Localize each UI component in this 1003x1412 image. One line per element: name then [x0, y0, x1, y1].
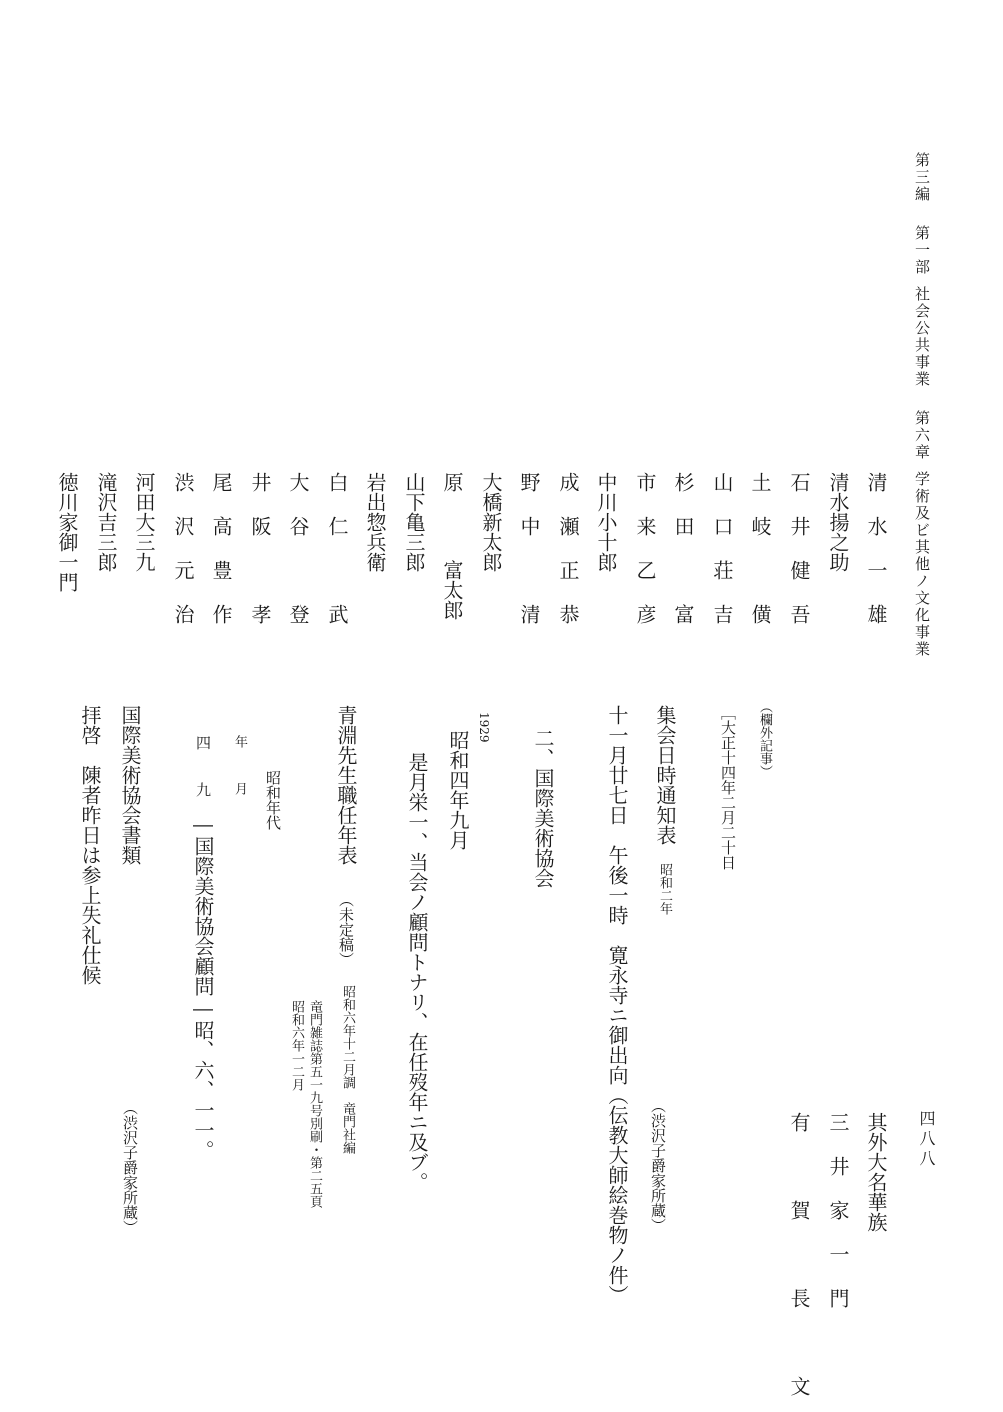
list-item: 山 口 荘 吉 [710, 472, 734, 624]
list-item: 山下亀三郎 [402, 472, 426, 572]
western-year: 1929 [477, 712, 491, 743]
list-item: 原 富太郎 [440, 472, 464, 620]
list-item: 岩出惣兵衛 [363, 472, 387, 572]
chronology-month-label: 月 [232, 782, 247, 795]
date-note: ［大正十四年二月二十日 [719, 705, 737, 870]
list-item: 河田大三九 [132, 472, 156, 572]
chronology-entry: ―国際美術協会顧問―昭、六、一一。 [191, 812, 215, 1160]
list-item: 成 瀬 正 恭 [556, 472, 580, 624]
list-item: 其外大名華族 [864, 1112, 888, 1232]
list-item: 徳川家御一門 [55, 472, 79, 592]
header-chapter: 第六章 [913, 410, 931, 461]
meeting-notice-title: 集会日時通知表 [653, 705, 677, 845]
list-item: 土 岐 僙 [748, 472, 772, 624]
meeting-notice-entry: 十一月廿七日 午後一時 寛永寺ニ御出向（伝教大師絵巻物ノ件） [605, 705, 629, 1305]
chronology-publication: 昭和六年十二月調 竜門社編 [340, 985, 355, 1154]
header-chapter-title: 学術及ビ其他ノ文化事業 [913, 471, 931, 658]
chronology-title: 青淵先生職任年表 [334, 705, 358, 865]
section-heading: 二、国際美術協会 [531, 728, 555, 888]
list-item: 尾 高 豊 作 [209, 472, 233, 624]
meeting-notice-year: 昭和二年 [657, 863, 672, 915]
letter-opening: 拝啓 陳者昨日は参上失礼仕候 [78, 705, 102, 985]
header-part: 第一部 [913, 225, 931, 276]
chronology-year-label: 年 [232, 735, 247, 748]
chronology-source-1: 竜門雑誌第五一九号別刷・第二五頁 [307, 1000, 322, 1208]
list-item: 三 井 家 一 門 [826, 1112, 850, 1308]
meeting-notice-source: （渋沢子爵家所蔵） [649, 1098, 667, 1233]
date-entry-date: 昭和四年九月 [446, 730, 470, 850]
documents-source: （渋沢子爵家所蔵） [121, 1100, 139, 1235]
list-item: 清水揚之助 [826, 472, 850, 572]
list-item: 滝沢吉三郎 [94, 472, 118, 572]
header-part-title: 社会公共事業 [913, 286, 931, 388]
list-item: 有 賀 長 文 [787, 1112, 811, 1396]
date-entry-text: 是月栄一、当会ノ顧問トナリ、在任歿年ニ及ブ。 [405, 752, 429, 1192]
list-item: 清 水 一 雄 [864, 472, 888, 624]
list-item: 市 来 乙 彦 [633, 472, 657, 624]
chronology-year-value: 四 [194, 735, 212, 750]
chronology-source-2: 昭和六年一二月 [289, 1000, 304, 1091]
list-item: 杉 田 富 [671, 472, 695, 624]
list-item: 大橋新太郎 [479, 472, 503, 572]
chronology-month-value: 九 [194, 782, 212, 797]
running-header [914, 152, 929, 658]
list-item: 野 中 清 [517, 472, 541, 624]
list-item: 井 阪 孝 [248, 472, 272, 624]
list-item: 大 谷 登 [286, 472, 310, 624]
list-item: 渋 沢 元 治 [171, 472, 195, 624]
chronology-era-label: 昭和年代 [264, 770, 282, 830]
chronology-draft-note: （未定稿） [337, 892, 355, 967]
documents-title: 国際美術協会書類 [118, 705, 142, 865]
page-number: 四八八 [917, 1110, 936, 1170]
header-volume: 第三編 [913, 152, 931, 203]
list-item: 白 仁 武 [325, 472, 349, 624]
list-item: 中川小十郎 [594, 472, 618, 572]
list-item: 石 井 健 吾 [787, 472, 811, 624]
marginal-note: （欄外記事） [757, 700, 772, 778]
